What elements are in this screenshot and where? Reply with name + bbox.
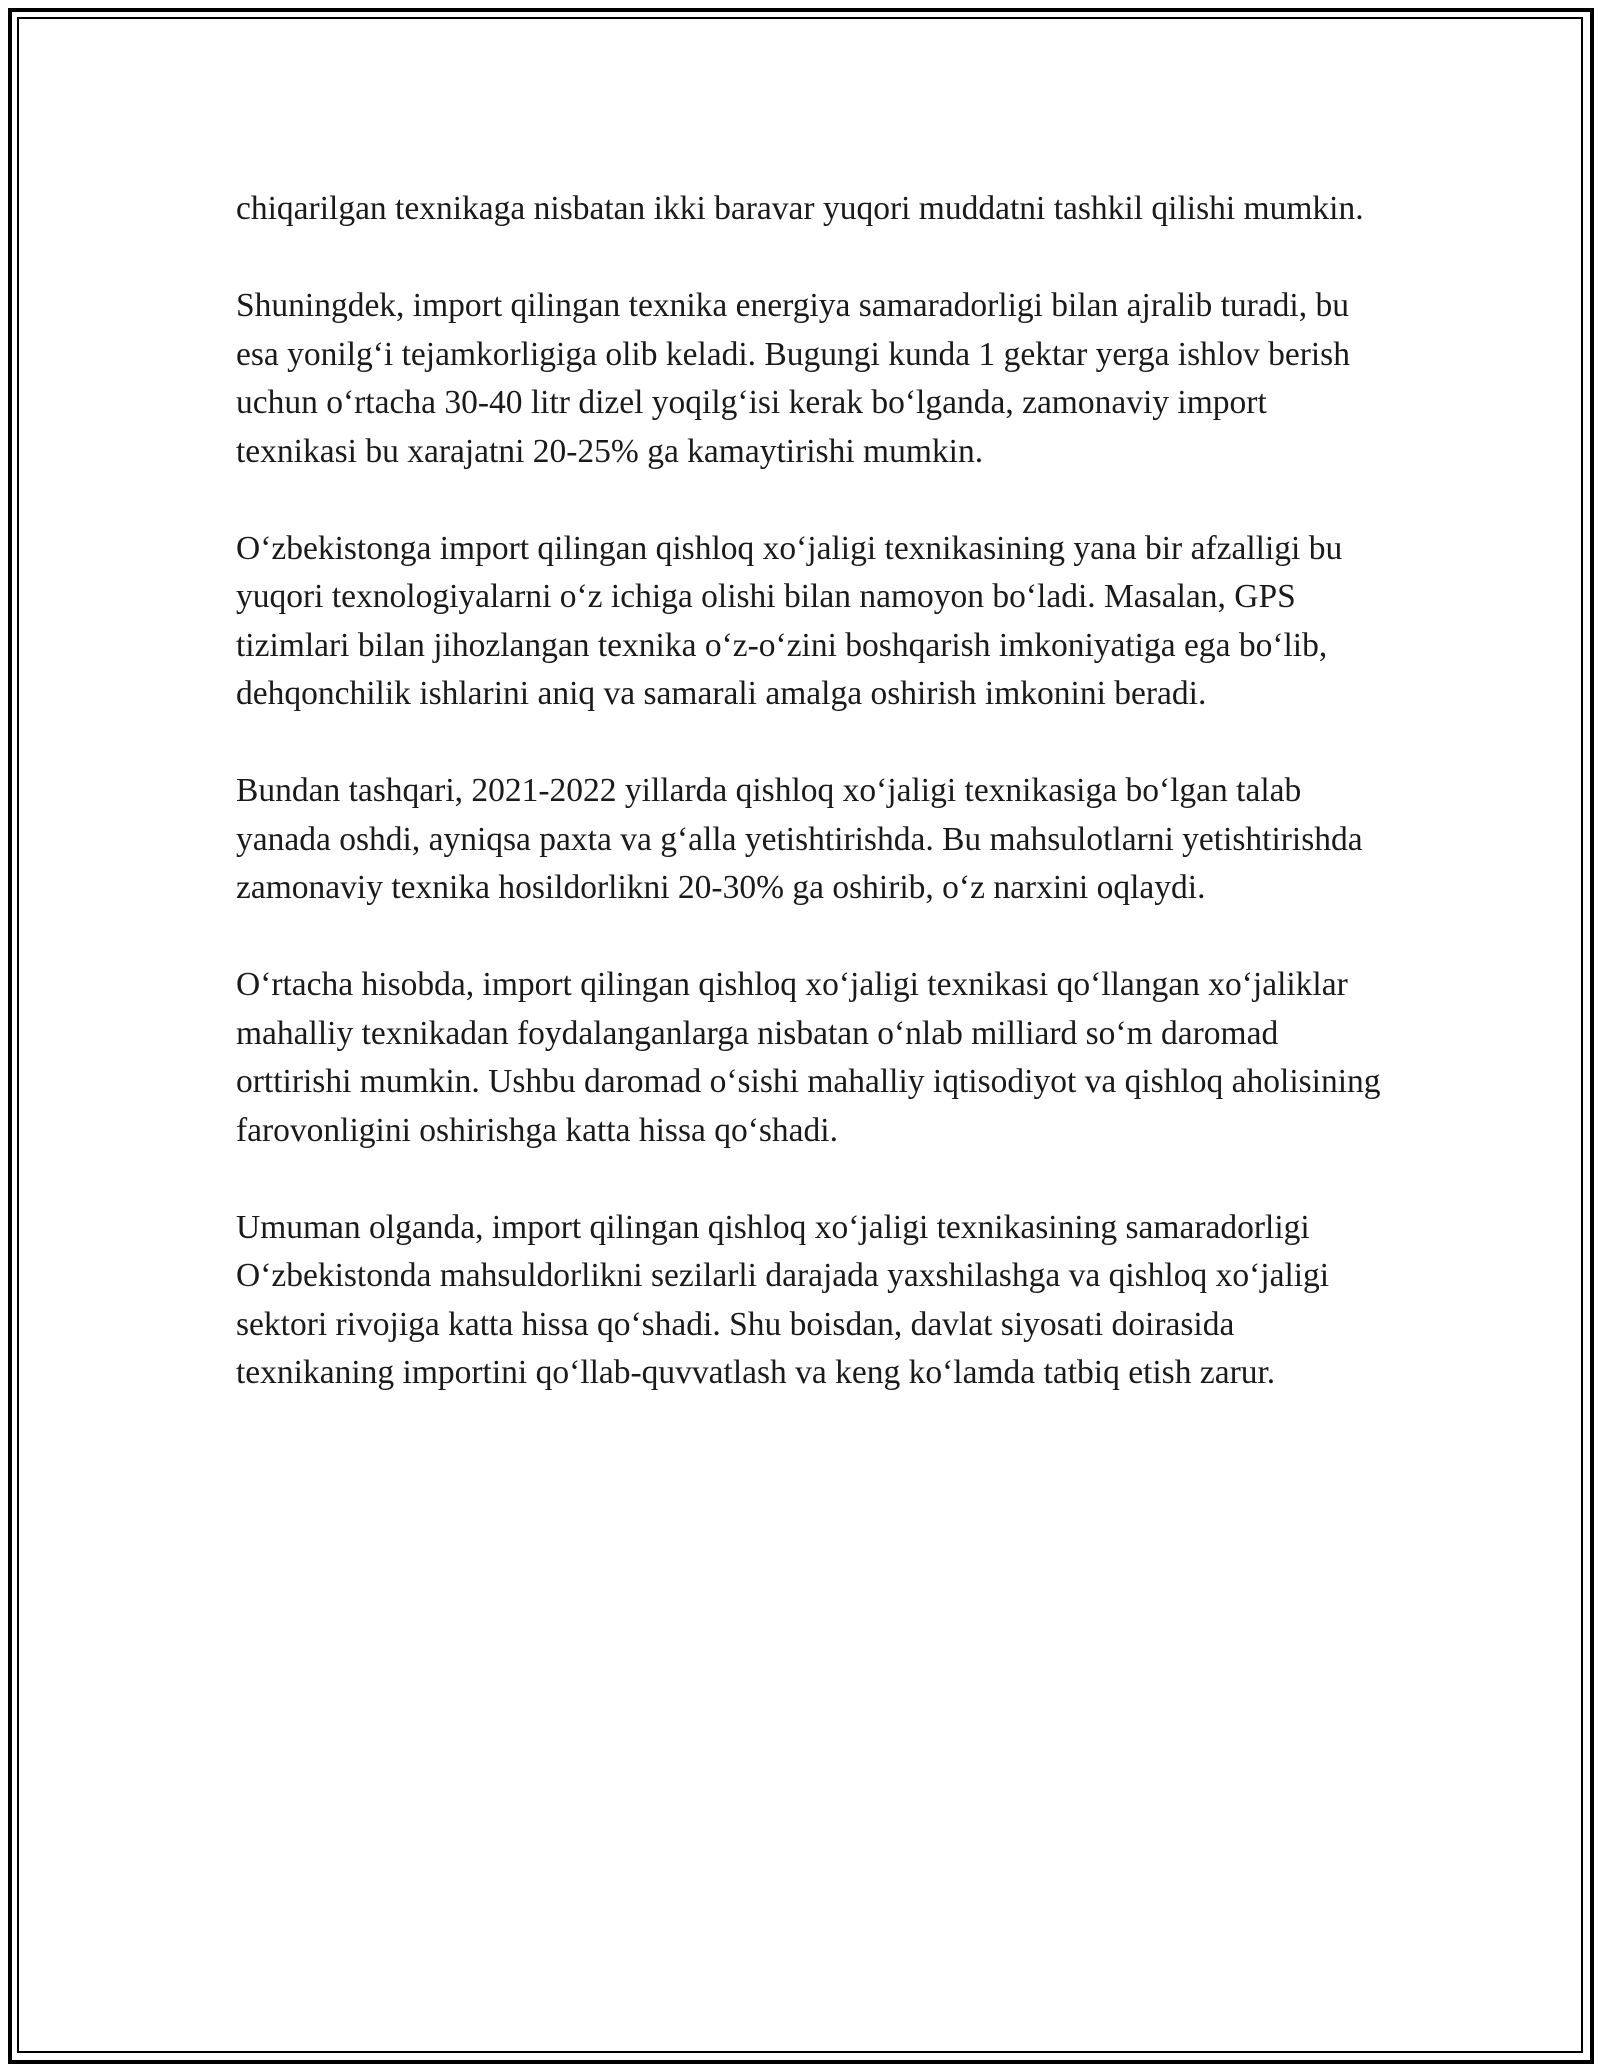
paragraph-conclusion: Umuman olganda, import qilingan qishloq xoʻjaligi texnikasining samaradorligi Oʻzbekistonda mahsuldorlikni sezilarli darajada yaxshilashga va qishloq xoʻjaligi sektori rivojiga katta hissa qoʻshadi. Shu boisdan, davlat siyosati doirasida texnikaning importini qoʻllab-quvvatlash va keng koʻlamda tatbiq etish zarur. [236,1208,1330,1391]
paragraph-income: Oʻrtacha hisobda, import qilingan qishloq xoʻjaligi texnikasi qoʻllangan xoʻjaliklar mahalliy texnikadan foydalanganlarga nisbatan oʻnlab milliard soʻm daromad orttirishi mumkin. Ushbu daromad oʻsishi mahalliy iqtisodiyot va qishloq aholisining farovonligini oshirishga katta hissa qoʻshadi. [236,966,1381,1149]
document-body [236,185,1386,1446]
paragraph-demand-growth: Bundan tashqari, 2021-2022 yillarda qishloq xoʻjaligi texnikasiga boʻlgan talab yanada oshdi, ayniqsa paxta va gʻalla yetishtirishda. Bu mahsulotlarni yetishtirishda zamonaviy texnika hosildorlikni 20-30% ga oshirib, oʻz narxini oqlaydi. [236,772,1363,906]
paragraph-service-life: chiqarilgan texnikaga nisbatan ikki baravar yuqori muddatni tashkil qilishi mumkin. [236,190,1364,227]
paragraph-technology: Oʻzbekistonga import qilingan qishloq xoʻjaligi texnikasining yana bir afzalligi bu yuqori texnologiyalarni oʻz ichiga olishi bilan namoyon boʻladi. Masalan, GPS tizimlari bilan jihozlangan texnika oʻz-oʻzini boshqarish imkoniyatiga ega boʻlib, dehqonchilik ishlarini aniq va samarali amalga oshirish imkonini beradi. [236,529,1343,712]
paragraph-energy-efficiency: Shuningdek, import qilingan texnika energiya samaradorligi bilan ajralib turadi, bu esa yonilgʻi tejamkorligiga olib keladi. Bugungi kunda 1 gektar yerga ishlov berish uchun oʻrtacha 30-40 litr dizel yoqilgʻisi kerak boʻlganda, zamonaviy import texnikasi bu xarajatni 20-25% ga kamaytirishi mumkin. [236,287,1350,470]
